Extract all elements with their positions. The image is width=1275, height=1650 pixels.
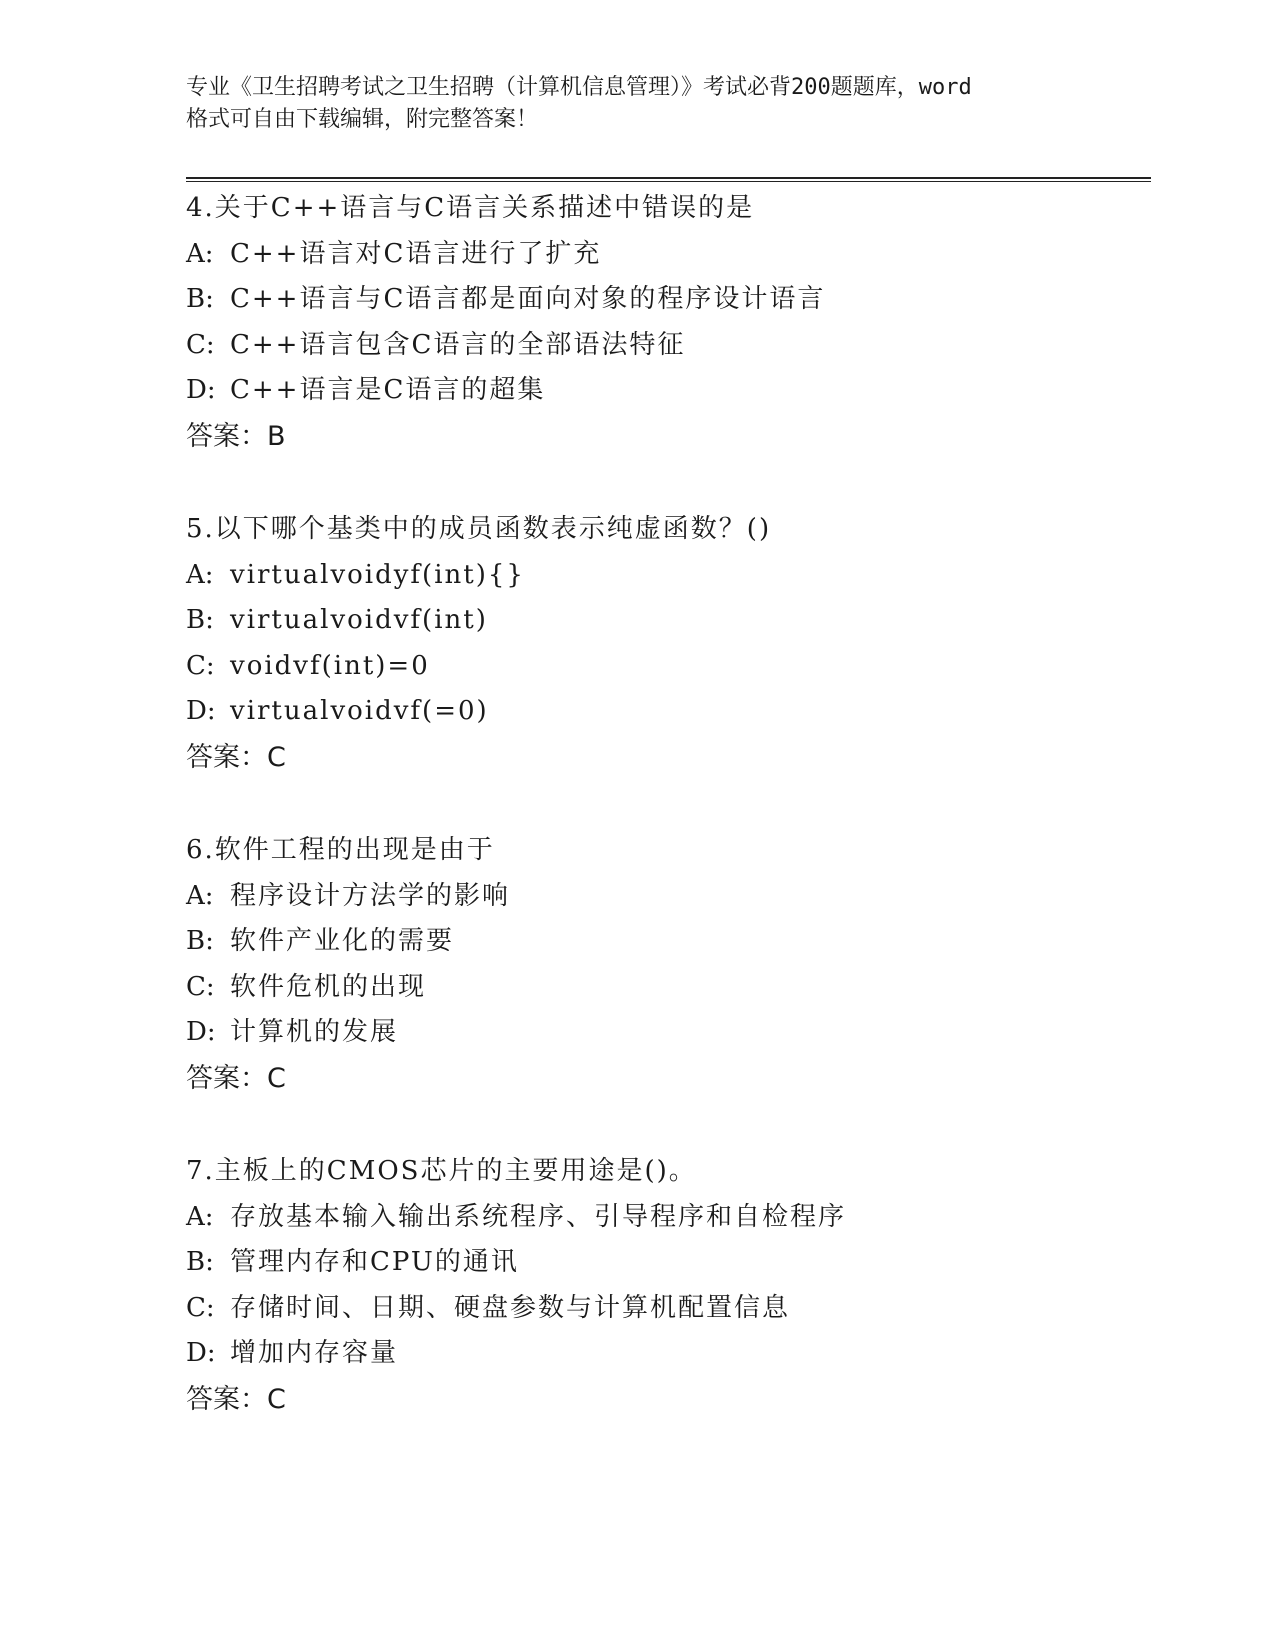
option-text: 程序设计方法学的影响 xyxy=(230,880,511,911)
option-letter: B: xyxy=(186,1247,214,1277)
question-title: 7.主板上的CMOS芯片的主要用途是()。 xyxy=(186,1156,697,1186)
option-letter: A: xyxy=(186,559,214,590)
question-4 xyxy=(186,186,1136,459)
option-d xyxy=(186,368,1136,414)
option-letter: B: xyxy=(186,926,214,956)
option-text: virtualvoidvf(int) xyxy=(230,605,488,635)
option-text: C++语言是C语言的超集 xyxy=(230,375,546,405)
option-letter: C: xyxy=(186,1292,215,1323)
question-title: 6.软件工程的出现是由于 xyxy=(186,835,495,865)
header-divider-thin xyxy=(186,181,1151,182)
option-letter: C: xyxy=(186,650,215,681)
option-a xyxy=(186,232,1136,278)
option-letter: C: xyxy=(186,971,215,1002)
option-letter: A: xyxy=(186,238,214,269)
option-c xyxy=(186,323,1136,369)
answer-line: 答案：C xyxy=(186,1383,286,1415)
option-b xyxy=(186,598,1136,644)
question-title: 5.以下哪个基类中的成员函数表示纯虚函数？() xyxy=(186,514,772,544)
option-text: 存放基本输入输出系统程序、引导程序和自检程序 xyxy=(230,1201,847,1232)
answer-line: 答案：C xyxy=(186,1062,286,1094)
option-text: 软件危机的出现 xyxy=(230,971,427,1002)
option-text: C++语言对C语言进行了扩充 xyxy=(230,238,602,269)
option-a xyxy=(186,1195,1136,1241)
option-letter: D: xyxy=(186,696,216,726)
option-letter: A: xyxy=(186,1201,214,1232)
question-6 xyxy=(186,828,1136,1101)
question-5 xyxy=(186,507,1136,780)
option-letter: C: xyxy=(186,329,215,360)
question-7 xyxy=(186,1149,1136,1422)
header-divider-thick xyxy=(186,177,1151,179)
option-text: 管理内存和CPU的通讯 xyxy=(230,1247,519,1277)
option-letter: B: xyxy=(186,284,214,314)
header-line-2: 格式可自由下载编辑，附完整答案！ xyxy=(186,107,539,132)
option-text: 计算机的发展 xyxy=(230,1017,399,1047)
option-text: 增加内存容量 xyxy=(230,1338,399,1368)
option-text: 存储时间、日期、硬盘参数与计算机配置信息 xyxy=(230,1292,791,1323)
option-text: voidvf(int)=0 xyxy=(230,650,430,681)
option-c xyxy=(186,644,1136,690)
option-letter: D: xyxy=(186,375,216,405)
answer-line: 答案：C xyxy=(186,741,286,773)
option-text: virtualvoidyf(int){} xyxy=(230,559,525,590)
question-title: 4.关于C++语言与C语言关系描述中错误的是 xyxy=(186,193,755,223)
option-b xyxy=(186,919,1136,965)
option-d xyxy=(186,689,1136,735)
document-header xyxy=(186,72,1086,136)
answer-line: 答案：B xyxy=(186,420,286,452)
option-c xyxy=(186,965,1136,1011)
header-line-1: 专业《卫生招聘考试之卫生招聘（计算机信息管理）》考试必背200题题库，word xyxy=(186,75,972,100)
option-letter: B: xyxy=(186,605,214,635)
option-b xyxy=(186,1240,1136,1286)
option-a xyxy=(186,874,1136,920)
question-list xyxy=(186,186,1136,1422)
option-b xyxy=(186,277,1136,323)
option-d xyxy=(186,1331,1136,1377)
option-text: virtualvoidvf(=0) xyxy=(230,696,489,726)
option-letter: D: xyxy=(186,1338,216,1368)
option-text: 软件产业化的需要 xyxy=(230,926,455,956)
option-letter: A: xyxy=(186,880,214,911)
option-d xyxy=(186,1010,1136,1056)
option-text: C++语言包含C语言的全部语法特征 xyxy=(230,329,686,360)
option-a xyxy=(186,553,1136,599)
option-c xyxy=(186,1286,1136,1332)
option-text: C++语言与C语言都是面向对象的程序设计语言 xyxy=(230,284,826,314)
option-letter: D: xyxy=(186,1017,216,1047)
